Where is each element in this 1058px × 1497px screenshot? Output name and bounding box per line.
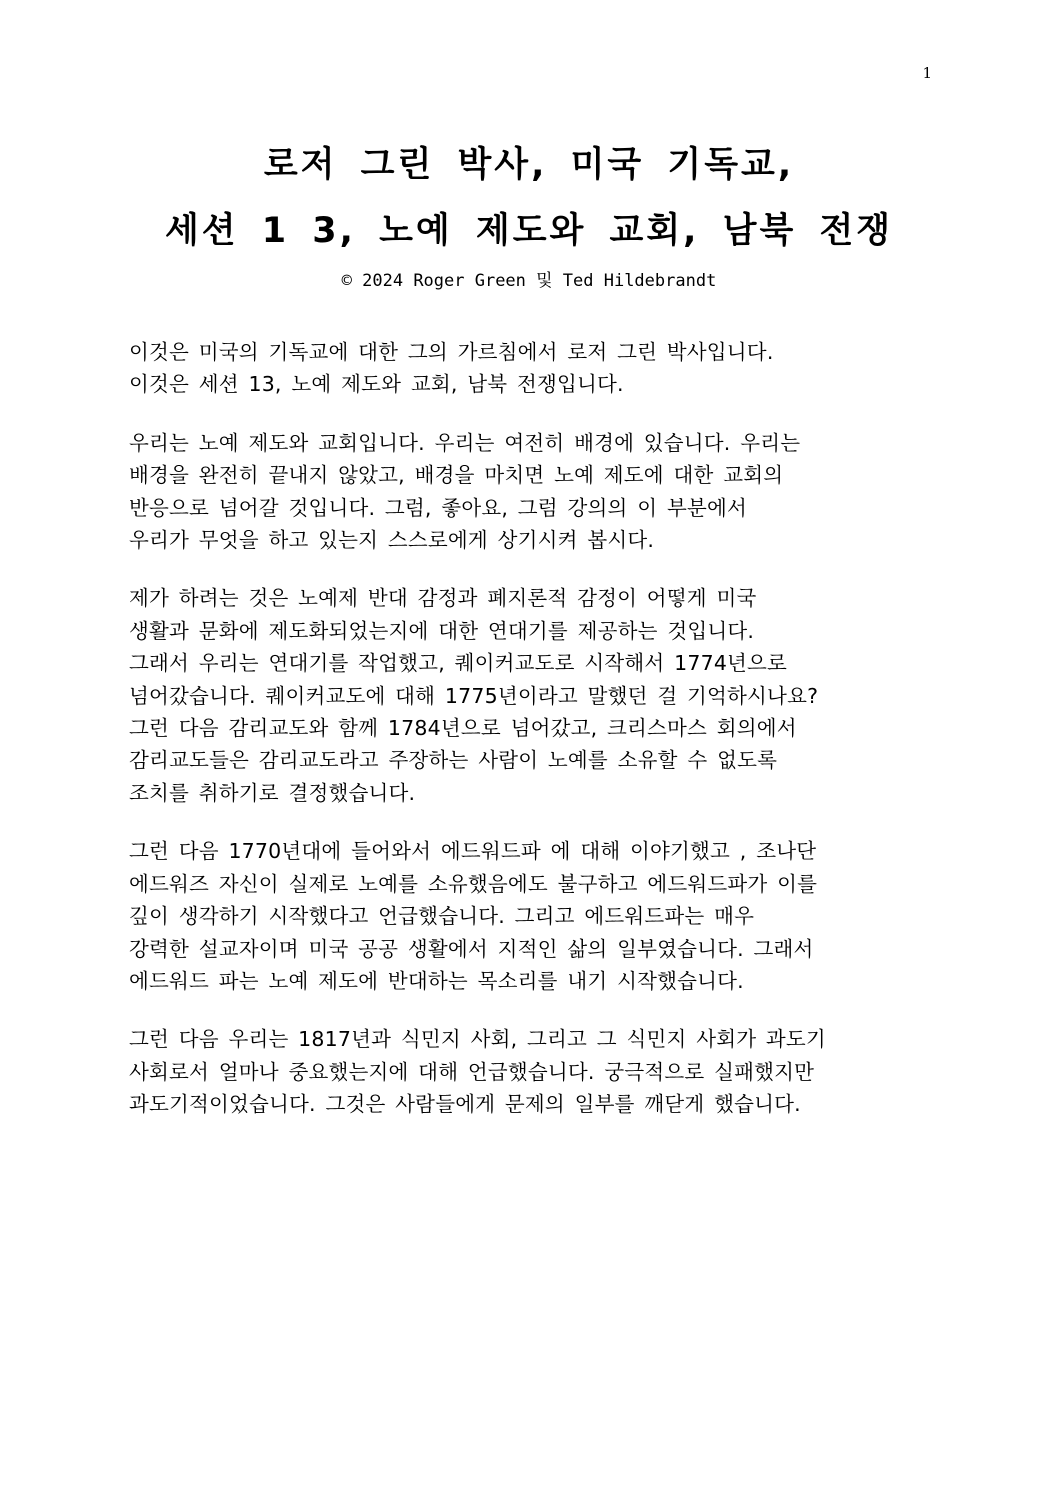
document-body <box>129 336 939 1147</box>
text-line: 우리는 노예 제도와 교회입니다. 우리는 여전히 배경에 있습니다. 우리는 <box>129 430 801 455</box>
text-line: 사회로서 얼마나 중요했는지에 대해 언급했습니다. 궁극적으로 실패했지만 <box>129 1059 815 1084</box>
paragraph <box>129 835 939 997</box>
text-line: 강력한 설교자이며 미국 공공 생활에서 지적인 삶의 일부였습니다. 그래서 <box>129 936 814 961</box>
text-line: 이것은 세션 13, 노예 제도와 교회, 남북 전쟁입니다. <box>129 372 624 397</box>
text-line: 감리교도들은 감리교도라고 주장하는 사람이 노예를 소유할 수 없도록 <box>129 748 778 773</box>
text-line: 제가 하려는 것은 노예제 반대 감정과 폐지론적 감정이 어떻게 미국 <box>129 586 757 611</box>
text-line: 조치를 취하기로 결정했습니다. <box>129 780 416 805</box>
text-line: 배경을 완전히 끝내지 않았고, 배경을 마치면 노예 제도에 대한 교회의 <box>129 463 784 488</box>
text-line: 과도기적이었습니다. 그것은 사람들에게 문제의 일부를 깨닫게 했습니다. <box>129 1092 801 1117</box>
title-line-2: 세션 1 3, 노예 제도와 교회, 남북 전쟁 <box>164 211 894 251</box>
text-line: 에드워즈 자신이 실제로 노예를 소유했음에도 불구하고 에드워드파가 이를 <box>129 871 818 896</box>
text-line: 그런 다음 감리교도와 함께 1784년으로 넘어갔고, 크리스마스 회의에서 <box>129 716 797 741</box>
text-line: 이것은 미국의 기독교에 대한 그의 가르침에서 로저 그린 박사입니다. <box>129 340 774 364</box>
text-line: 우리가 무엇을 하고 있는지 스스로에게 상기시켜 봅시다. <box>129 528 655 553</box>
text-line: 반응으로 넘어갈 것입니다. 그럼, 좋아요, 그럼 강의의 이 부분에서 <box>129 495 747 520</box>
paragraph <box>129 1023 939 1120</box>
copyright-notice: © 2024 Roger Green 및 Ted Hildebrandt <box>341 271 717 291</box>
text-line: 그런 다음 우리는 1817년과 식민지 사회, 그리고 그 식민지 사회가 과도기 <box>129 1027 826 1052</box>
page-number: 1 <box>922 64 932 82</box>
text-line: 에드워드 파는 노예 제도에 반대하는 목소리를 내기 시작했습니다. <box>129 968 744 993</box>
paragraph <box>129 336 939 401</box>
document-title <box>0 132 1058 264</box>
title-line-1: 로저 그린 박사, 미국 기독교, <box>263 145 795 185</box>
paragraph <box>129 427 939 557</box>
text-line: 그래서 우리는 연대기를 작업했고, 퀘이커교도로 시작해서 1774년으로 <box>129 651 788 676</box>
text-line: 넘어갔습니다. 퀘이커교도에 대해 1775년이라고 말했던 걸 기억하시나요? <box>129 683 819 708</box>
paragraph <box>129 582 939 809</box>
text-line: 생활과 문화에 제도화되었는지에 대한 연대기를 제공하는 것입니다. <box>129 618 755 643</box>
text-line: 깊이 생각하기 시작했다고 언급했습니다. 그리고 에드워드파는 매우 <box>129 904 755 929</box>
text-line: 그런 다음 1770년대에 들어와서 에드워드파 에 대해 이야기했고 , 조나단 <box>129 839 817 864</box>
